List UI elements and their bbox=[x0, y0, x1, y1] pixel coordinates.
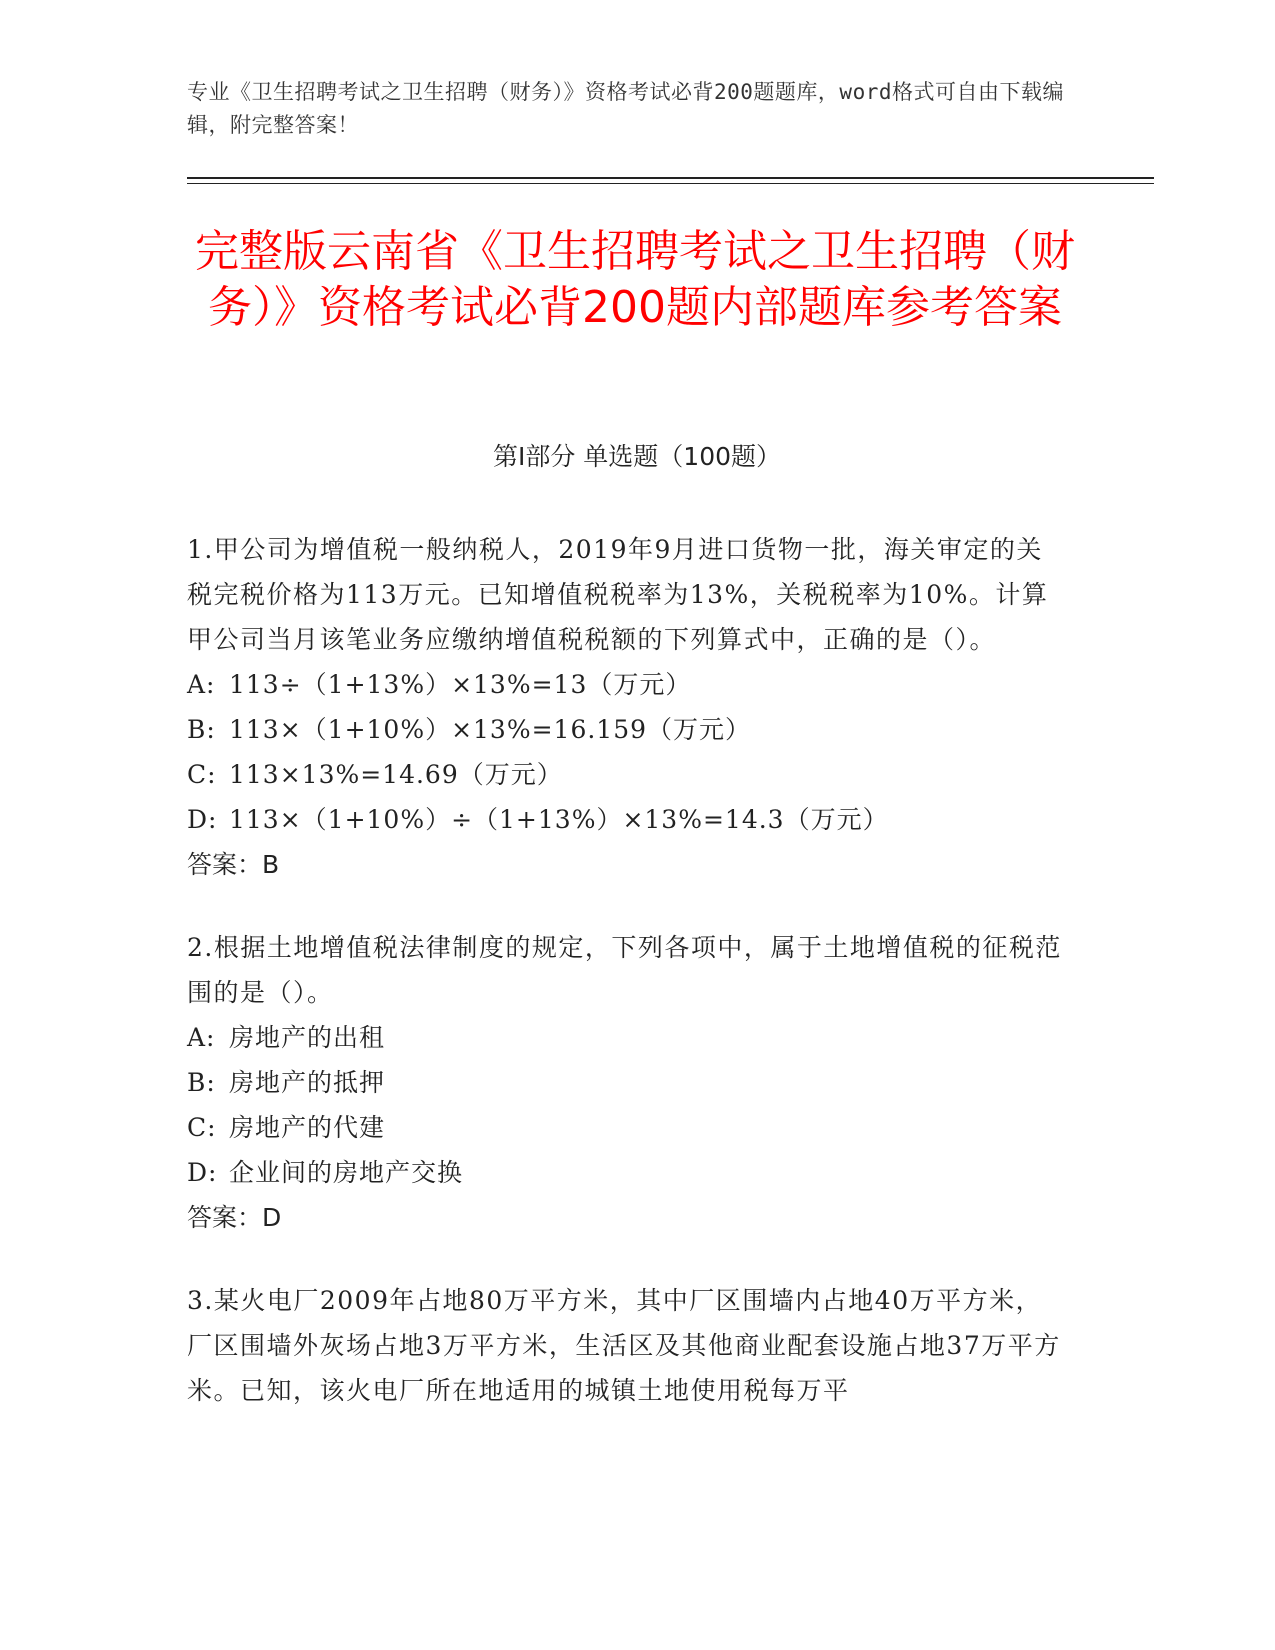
option-text: 113×（1+10%）×13%=16.159（万元） bbox=[229, 715, 752, 744]
question-2 bbox=[187, 925, 1067, 1240]
question-stem: 1.甲公司为增值税一般纳税人，2019年9月进口货物一批，海关审定的关税完税价格为113万元。已知增值税税率为13%，关税税率为10%。计算甲公司当月该笔业务应缴纳增值税税额的下列算式中，正确的是（）。 bbox=[187, 535, 1049, 654]
option-key: D: bbox=[187, 1158, 218, 1187]
question-3 bbox=[187, 1278, 1067, 1413]
option-d bbox=[187, 1150, 1067, 1195]
document-title: 完整版云南省《卫生招聘考试之卫生招聘（财务）》资格考试必背200题内部题库参考答案 bbox=[195, 226, 1075, 333]
question-1 bbox=[187, 527, 1067, 887]
option-text: 房地产的代建 bbox=[229, 1113, 386, 1142]
question-stem: 3.某火电厂2009年占地80万平方米，其中厂区围墙内占地40万平方米，厂区围墙外灰场占地3万平方米，生活区及其他商业配套设施占地37万平方米。已知，该火电厂所在地适用的城镇土地使用税每万平 bbox=[187, 1286, 1061, 1405]
option-key: A: bbox=[187, 670, 216, 699]
option-key: A: bbox=[187, 1023, 216, 1052]
option-b bbox=[187, 1060, 1067, 1105]
option-a bbox=[187, 662, 1067, 707]
header-divider-thin bbox=[187, 183, 1154, 184]
option-text: 企业间的房地产交换 bbox=[229, 1158, 464, 1187]
option-text: 113×（1+10%）÷（1+13%）×13%=14.3（万元） bbox=[229, 805, 889, 834]
option-text: 房地产的出租 bbox=[229, 1023, 386, 1052]
option-key: B: bbox=[187, 1068, 216, 1097]
section-heading: 第I部分 单选题（100题） bbox=[492, 442, 782, 471]
header-note: 专业《卫生招聘考试之卫生招聘（财务）》资格考试必背200题题库，word格式可自由下载编辑，附完整答案！ bbox=[187, 80, 1064, 137]
answer: 答案：B bbox=[187, 850, 280, 879]
header-divider-thick bbox=[187, 177, 1154, 179]
option-key: C: bbox=[187, 760, 217, 789]
option-text: 房地产的抵押 bbox=[229, 1068, 386, 1097]
answer: 答案：D bbox=[187, 1203, 282, 1232]
option-b bbox=[187, 707, 1067, 752]
option-d bbox=[187, 797, 1067, 842]
question-list bbox=[187, 527, 1067, 1451]
option-text: 113÷（1+13%）×13%=13（万元） bbox=[229, 670, 692, 699]
option-c bbox=[187, 752, 1067, 797]
option-text: 113×13%=14.69（万元） bbox=[229, 760, 563, 789]
option-key: D: bbox=[187, 805, 218, 834]
option-key: C: bbox=[187, 1113, 217, 1142]
option-a bbox=[187, 1015, 1067, 1060]
option-c bbox=[187, 1105, 1067, 1150]
option-key: B: bbox=[187, 715, 216, 744]
question-stem: 2.根据土地增值税法律制度的规定，下列各项中，属于土地增值税的征税范围的是（）。 bbox=[187, 933, 1062, 1007]
